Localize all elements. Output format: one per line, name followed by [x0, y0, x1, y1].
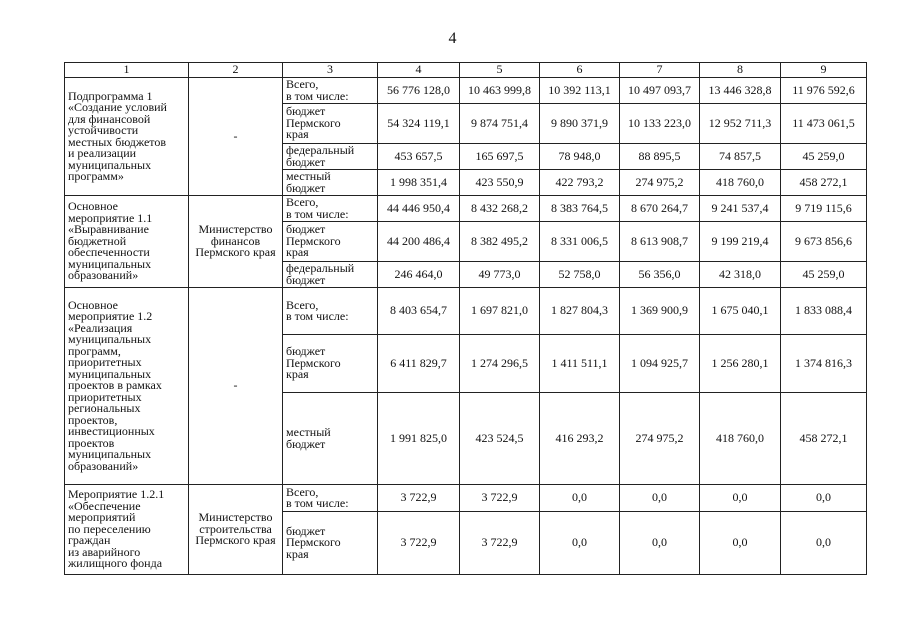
funding-source: местный бюджет [286, 425, 331, 451]
amount-cell: 165 697,5 [460, 144, 540, 170]
table-body [65, 78, 867, 575]
amount-cell: 453 657,5 [378, 144, 460, 170]
page-number: 4 [448, 30, 457, 47]
amount-cell: 56 356,0 [620, 262, 700, 288]
amount-cell: 10 392 113,1 [540, 78, 620, 104]
amount-cell: 10 463 999,8 [460, 78, 540, 104]
amount-cell: 3 722,9 [460, 485, 540, 512]
amount-cell: 88 895,5 [620, 144, 700, 170]
executor-cell [189, 196, 283, 288]
amount-cell: 422 793,2 [540, 170, 620, 196]
column-header: 5 [460, 63, 540, 78]
amount-cell: 416 293,2 [540, 393, 620, 485]
amount-cell: 0,0 [620, 485, 700, 512]
amount-cell: 8 670 264,7 [620, 196, 700, 222]
amount-cell: 1 827 804,3 [540, 288, 620, 335]
amount-cell: 6 411 829,7 [378, 335, 460, 393]
amount-cell: 0,0 [540, 512, 620, 575]
amount-cell: 1 369 900,9 [620, 288, 700, 335]
table-row [65, 485, 867, 512]
amount-cell: 52 758,0 [540, 262, 620, 288]
table-row [65, 78, 867, 104]
funding-source: федеральный бюджет [286, 261, 355, 287]
program-name-cell [65, 78, 189, 196]
program-name: Мероприятие 1.2.1 «Обеспечение мероприятий по переселению граждан из аварийного жилищного фонда [68, 487, 165, 571]
funding-source-cell [283, 512, 378, 575]
funding-source: бюджет Пермского края [286, 222, 341, 260]
funding-source: Всего, в том числе: [286, 195, 349, 221]
amount-cell: 0,0 [700, 512, 781, 575]
amount-cell: 3 722,9 [460, 512, 540, 575]
amount-cell: 9 874 751,4 [460, 104, 540, 144]
amount-cell: 1 833 088,4 [781, 288, 867, 335]
amount-cell: 274 975,2 [620, 393, 700, 485]
column-header: 7 [620, 63, 700, 78]
funding-source: Всего, в том числе: [286, 484, 349, 510]
column-header: 4 [378, 63, 460, 78]
amount-cell: 274 975,2 [620, 170, 700, 196]
amount-cell: 78 948,0 [540, 144, 620, 170]
amount-cell: 8 383 764,5 [540, 196, 620, 222]
amount-cell: 10 497 093,7 [620, 78, 700, 104]
amount-cell: 1 411 511,1 [540, 335, 620, 393]
funding-source: бюджет Пермского края [286, 523, 341, 561]
executor-cell [189, 288, 283, 485]
amount-cell: 1 675 040,1 [700, 288, 781, 335]
amount-cell: 1 998 351,4 [378, 170, 460, 196]
program-name-cell [65, 196, 189, 288]
funding-source-cell [283, 78, 378, 104]
amount-cell: 13 446 328,8 [700, 78, 781, 104]
amount-cell: 423 524,5 [460, 393, 540, 485]
funding-source-cell [283, 222, 378, 262]
executor: - [233, 128, 238, 143]
funding-source: федеральный бюджет [286, 143, 355, 169]
amount-cell: 246 464,0 [378, 262, 460, 288]
amount-cell: 1 697 821,0 [460, 288, 540, 335]
program-name: Основное мероприятие 1.2 «Реализация муниципальных программ, приоритетных муниципальных проектов в рамках приоритетных региональных проектов, инвестиционных проектов муниципальных образований» [68, 297, 162, 473]
funding-source-cell [283, 104, 378, 144]
amount-cell: 74 857,5 [700, 144, 781, 170]
program-name-cell [65, 485, 189, 575]
funding-source-cell [283, 170, 378, 196]
funding-source-cell [283, 196, 378, 222]
program-name-cell [65, 288, 189, 485]
amount-cell: 8 331 006,5 [540, 222, 620, 262]
amount-cell: 458 272,1 [781, 393, 867, 485]
amount-cell: 0,0 [781, 485, 867, 512]
amount-cell: 1 991 825,0 [378, 393, 460, 485]
amount-cell: 8 432 268,2 [460, 196, 540, 222]
amount-cell: 44 200 486,4 [378, 222, 460, 262]
amount-cell: 54 324 119,1 [378, 104, 460, 144]
amount-cell: 9 199 219,4 [700, 222, 781, 262]
funding-source: бюджет Пермского края [286, 104, 341, 142]
amount-cell: 458 272,1 [781, 170, 867, 196]
column-header: 1 [65, 63, 189, 78]
amount-cell: 3 722,9 [378, 512, 460, 575]
funding-source-cell [283, 262, 378, 288]
table-row [65, 288, 867, 335]
amount-cell: 0,0 [781, 512, 867, 575]
amount-cell: 8 613 908,7 [620, 222, 700, 262]
executor-cell [189, 485, 283, 575]
executor-cell [189, 78, 283, 196]
column-header: 6 [540, 63, 620, 78]
amount-cell: 49 773,0 [460, 262, 540, 288]
funding-source-cell [283, 335, 378, 393]
amount-cell: 9 673 856,6 [781, 222, 867, 262]
funding-source-cell [283, 393, 378, 485]
program-name: Основное мероприятие 1.1 «Выравнивание бюджетной обеспеченности муниципальных образований» [68, 199, 153, 283]
funding-source-cell [283, 144, 378, 170]
executor: - [233, 378, 238, 393]
column-header: 3 [283, 63, 378, 78]
funding-source: Всего, в том числе: [286, 297, 349, 323]
executor: Министерство финансов Пермского края [195, 222, 276, 260]
amount-cell: 10 133 223,0 [620, 104, 700, 144]
amount-cell: 44 446 950,4 [378, 196, 460, 222]
amount-cell: 1 274 296,5 [460, 335, 540, 393]
amount-cell: 0,0 [700, 485, 781, 512]
amount-cell: 0,0 [620, 512, 700, 575]
funding-source: Всего, в том числе: [286, 77, 349, 103]
amount-cell: 12 952 711,3 [700, 104, 781, 144]
amount-cell: 0,0 [540, 485, 620, 512]
amount-cell: 11 976 592,6 [781, 78, 867, 104]
column-header: 9 [781, 63, 867, 78]
column-header: 8 [700, 63, 781, 78]
funding-source: бюджет Пермского края [286, 344, 341, 382]
amount-cell: 45 259,0 [781, 144, 867, 170]
amount-cell: 423 550,9 [460, 170, 540, 196]
amount-cell: 42 318,0 [700, 262, 781, 288]
amount-cell: 1 256 280,1 [700, 335, 781, 393]
amount-cell: 56 776 128,0 [378, 78, 460, 104]
funding-source: местный бюджет [286, 169, 331, 195]
amount-cell: 418 760,0 [700, 170, 781, 196]
table-row [65, 196, 867, 222]
amount-cell: 418 760,0 [700, 393, 781, 485]
amount-cell: 1 094 925,7 [620, 335, 700, 393]
amount-cell: 8 403 654,7 [378, 288, 460, 335]
amount-cell: 9 719 115,6 [781, 196, 867, 222]
amount-cell: 9 241 537,4 [700, 196, 781, 222]
amount-cell: 3 722,9 [378, 485, 460, 512]
amount-cell: 45 259,0 [781, 262, 867, 288]
budget-table [64, 62, 867, 575]
amount-cell: 8 382 495,2 [460, 222, 540, 262]
column-number-row [65, 63, 867, 78]
funding-source-cell [283, 288, 378, 335]
amount-cell: 1 374 816,3 [781, 335, 867, 393]
executor: Министерство строительства Пермского края [195, 510, 276, 548]
column-header: 2 [189, 63, 283, 78]
amount-cell: 11 473 061,5 [781, 104, 867, 144]
program-name: Подпрограмма 1 «Создание условий для финансовой устойчивости местных бюджетов и реализации муниципальных программ» [68, 88, 167, 183]
funding-source-cell [283, 485, 378, 512]
amount-cell: 9 890 371,9 [540, 104, 620, 144]
